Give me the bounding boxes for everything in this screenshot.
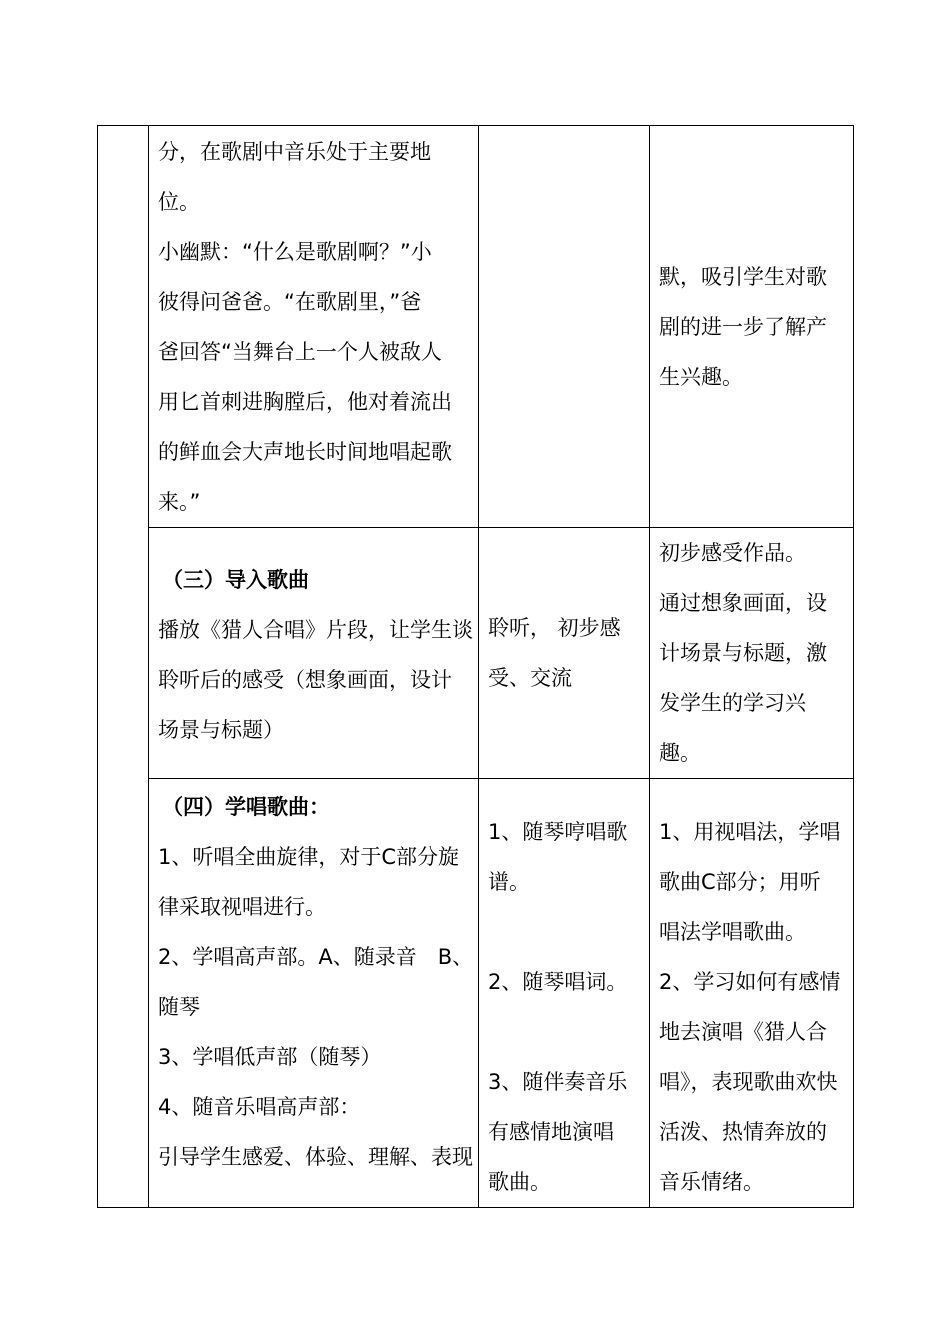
text-line: 初步感受作品。: [659, 541, 806, 565]
section-heading: （四）学唱歌曲：: [162, 795, 330, 819]
text-line: 来。”: [158, 490, 201, 514]
design-purpose-cell: [650, 779, 854, 1208]
lesson-plan-table: [97, 125, 854, 1208]
design-purpose-cell: [650, 528, 854, 779]
teaching-process-cell: [149, 126, 479, 528]
text-line: 唱法学唱歌曲。: [659, 920, 806, 944]
text-line: 聆听， 初步感: [488, 616, 621, 640]
text-line: 3、学唱低声部（随琴）: [158, 1045, 382, 1069]
text-line: 1、随琴哼唱歌: [488, 820, 628, 844]
text-line: 通过想象画面，设: [659, 591, 827, 615]
text-line: 场景与标题）: [158, 718, 284, 742]
text-line: 生兴趣。: [659, 364, 743, 389]
student-activity-cell: [479, 528, 650, 779]
text-line: 1、听唱全曲旋律，对于C部分旋: [158, 845, 460, 869]
teaching-process-cell: [149, 779, 479, 1208]
design-purpose-cell: [650, 126, 854, 528]
text-line: 默，吸引学生对歌: [659, 264, 827, 289]
text-line: 1、用视唱法，学唱: [659, 820, 841, 844]
text-line: 歌曲。: [488, 1170, 551, 1194]
spacer: [488, 907, 640, 957]
teaching-process-cell: [149, 528, 479, 779]
text-line: 聆听后的感受（想象画面，设计: [158, 668, 452, 692]
text-line: 歌曲C部分；用听: [659, 870, 821, 894]
text-line: 分，在歌剧中音乐处于主要地: [158, 140, 431, 164]
text-line: 引导学生感爱、体验、理解、表现: [158, 1145, 473, 1169]
table-row: [98, 126, 854, 528]
text-line: 2、学唱高声部。A、随录音 B、: [158, 945, 474, 969]
text-line: 音乐情绪。: [659, 1170, 764, 1194]
text-line: 活泼、热情奔放的: [659, 1120, 827, 1144]
text-line: 4、随音乐唱高声部：: [158, 1095, 361, 1119]
text-line: 用匕首刺进胸膛后，他对着流出: [158, 390, 452, 414]
text-line: 计场景与标题，激: [659, 641, 827, 665]
text-line: 有感情地演唱: [488, 1120, 614, 1144]
text-line: 律采取视唱进行。: [158, 895, 326, 919]
text-line: 播放《猎人合唱》片段，让学生谈: [158, 618, 473, 642]
text-line: 3、随伴奏音乐: [488, 1070, 628, 1094]
text-line: 发学生的学习兴: [659, 691, 806, 715]
section-heading: （三）导入歌曲: [162, 568, 309, 592]
student-activity-cell: [479, 779, 650, 1208]
text-line: 彼得问爸爸。“在歌剧里，”爸: [158, 290, 422, 314]
text-line: 受、交流: [488, 666, 572, 690]
text-line: 小幽默：“什么是歌剧啊？”小: [158, 240, 432, 264]
table-row: [98, 528, 854, 779]
text-line: 随琴: [158, 995, 200, 1019]
text-line: 的鲜血会大声地长时间地唱起歌: [158, 440, 452, 464]
table-row: [98, 779, 854, 1208]
spacer: [488, 1007, 640, 1057]
text-line: 趣。: [659, 741, 701, 765]
text-line: 位。: [158, 190, 200, 214]
stage-column-cell: [98, 126, 149, 1208]
text-line: 唱》，表现歌曲欢快: [659, 1070, 838, 1094]
text-line: 剧的进一步了解产: [659, 314, 827, 339]
text-line: 地去演唱《猎人合: [659, 1020, 827, 1044]
student-activity-cell: [479, 126, 650, 528]
text-line: 爸回答“当舞台上一个人被敌人: [158, 340, 442, 364]
text-line: 谱。: [488, 870, 530, 894]
text-line: 2、学习如何有感情: [659, 970, 841, 994]
text-line: 2、随琴唱词。: [488, 970, 628, 994]
